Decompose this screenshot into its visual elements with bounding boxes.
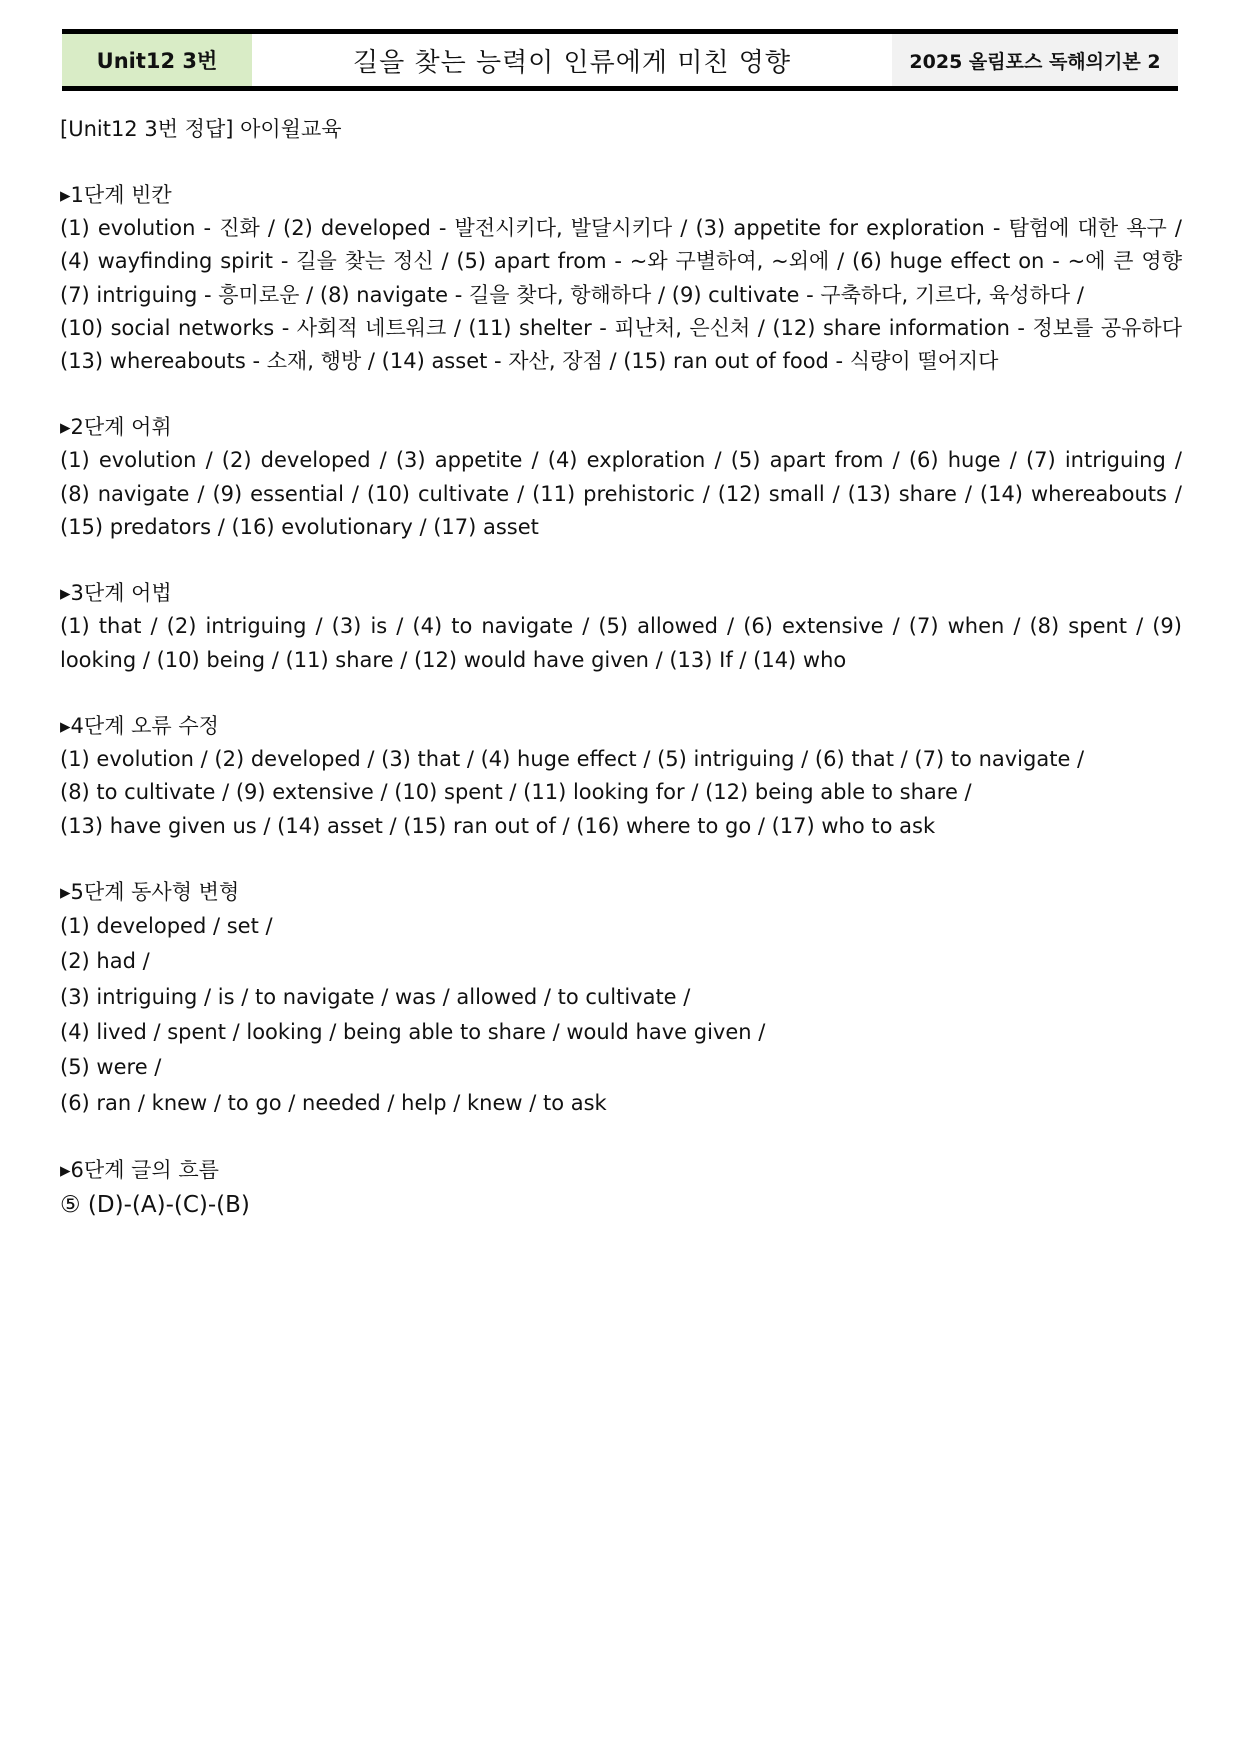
answer-line: (1) developed / set / bbox=[60, 913, 273, 938]
answer-line: (10) social networks - 사회적 네트워크 / (11) shelter - 피난처, 은신처 / (12) share information - 정보를 공유하다 bbox=[60, 315, 1182, 340]
answer-line: (1) that / (2) intriguing / (3) is / (4) to navigate / (5) allowed / (6) extensive / (7) when / (8) spent / (9) bbox=[60, 614, 1182, 639]
answer-title: [Unit12 3번 정답] 아이윌교육 bbox=[60, 117, 342, 141]
answer-line: (4) lived / spent / looking / being able to share / would have given / bbox=[60, 1020, 766, 1045]
section-step5-verb-forms bbox=[60, 876, 1182, 1121]
answer-line: (5) were / bbox=[60, 1055, 162, 1080]
answer-line: ⑤ (D)-(A)-(C)-(B) bbox=[60, 1192, 250, 1219]
unit-label: Unit12 3번 bbox=[62, 34, 252, 86]
answer-line: (4) wayfinding spirit - 길을 찾는 정신 / (5) apart from - ~와 구별하여, ~외에 / (6) huge effect on - ~에 큰 영향 bbox=[60, 249, 1182, 274]
answer-line: (2) had / bbox=[60, 949, 150, 974]
answer-line: (8) to cultivate / (9) extensive / (10) spent / (11) looking for / (12) being able to share / bbox=[60, 780, 972, 805]
answer-line: (13) have given us / (14) asset / (15) ran out of / (16) where to go / (17) who to ask bbox=[60, 813, 936, 838]
section-step3-grammar bbox=[60, 577, 1182, 677]
section-heading: ▸3단계 어법 bbox=[60, 581, 172, 606]
book-label: 2025 올림포스 독해의기본 2 bbox=[892, 34, 1178, 86]
answer-line: (1) evolution / (2) developed / (3) appetite / (4) exploration / (5) apart from / (6) huge / (7) intriguing / bbox=[60, 448, 1182, 473]
answer-line: (6) ran / knew / to go / needed / help / knew / to ask bbox=[60, 1090, 607, 1115]
answer-line: (7) intriguing - 흥미로운 / (8) navigate - 길을 찾다, 항해하다 / (9) cultivate - 구축하다, 기르다, 육성하다 / bbox=[60, 282, 1084, 307]
section-step4-error-correction bbox=[60, 710, 1182, 843]
answer-content bbox=[60, 113, 1182, 1223]
section-heading: ▸2단계 어휘 bbox=[60, 415, 172, 440]
answer-line: (1) evolution - 진화 / (2) developed - 발전시키다, 발달시키다 / (3) appetite for exploration - 탐험에 대한 욕구 / bbox=[60, 216, 1182, 240]
answer-line: (13) whereabouts - 소재, 행방 / (14) asset - 자산, 장점 / (15) ran out of food - 식량이 떨어지다 bbox=[60, 349, 999, 374]
section-step1-blank bbox=[60, 179, 1182, 378]
section-heading: ▸5단계 동사형 변형 bbox=[60, 879, 240, 904]
page-header bbox=[62, 29, 1178, 91]
answer-line: looking / (10) being / (11) share / (12) would have given / (13) If / (14) who bbox=[60, 647, 847, 672]
section-heading: ▸6단계 글의 흐름 bbox=[60, 1158, 219, 1183]
answer-line: (8) navigate / (9) essential / (10) cultivate / (11) prehistoric / (12) small / (13) share / (14) whereabouts / bbox=[60, 481, 1182, 506]
section-step6-flow bbox=[60, 1154, 1182, 1223]
answer-line: (3) intriguing / is / to navigate / was / allowed / to cultivate / bbox=[60, 984, 691, 1009]
answer-line: (1) evolution / (2) developed / (3) that / (4) huge effect / (5) intriguing / (6) that / (7) to navigate / bbox=[60, 746, 1085, 771]
section-heading: ▸4단계 오류 수정 bbox=[60, 713, 219, 738]
section-heading: ▸1단계 빈칸 bbox=[60, 183, 172, 207]
answer-line: (15) predators / (16) evolutionary / (17) asset bbox=[60, 515, 539, 540]
page-title: 길을 찾는 능력이 인류에게 미친 영향 bbox=[252, 34, 892, 86]
section-step2-vocabulary bbox=[60, 411, 1182, 544]
